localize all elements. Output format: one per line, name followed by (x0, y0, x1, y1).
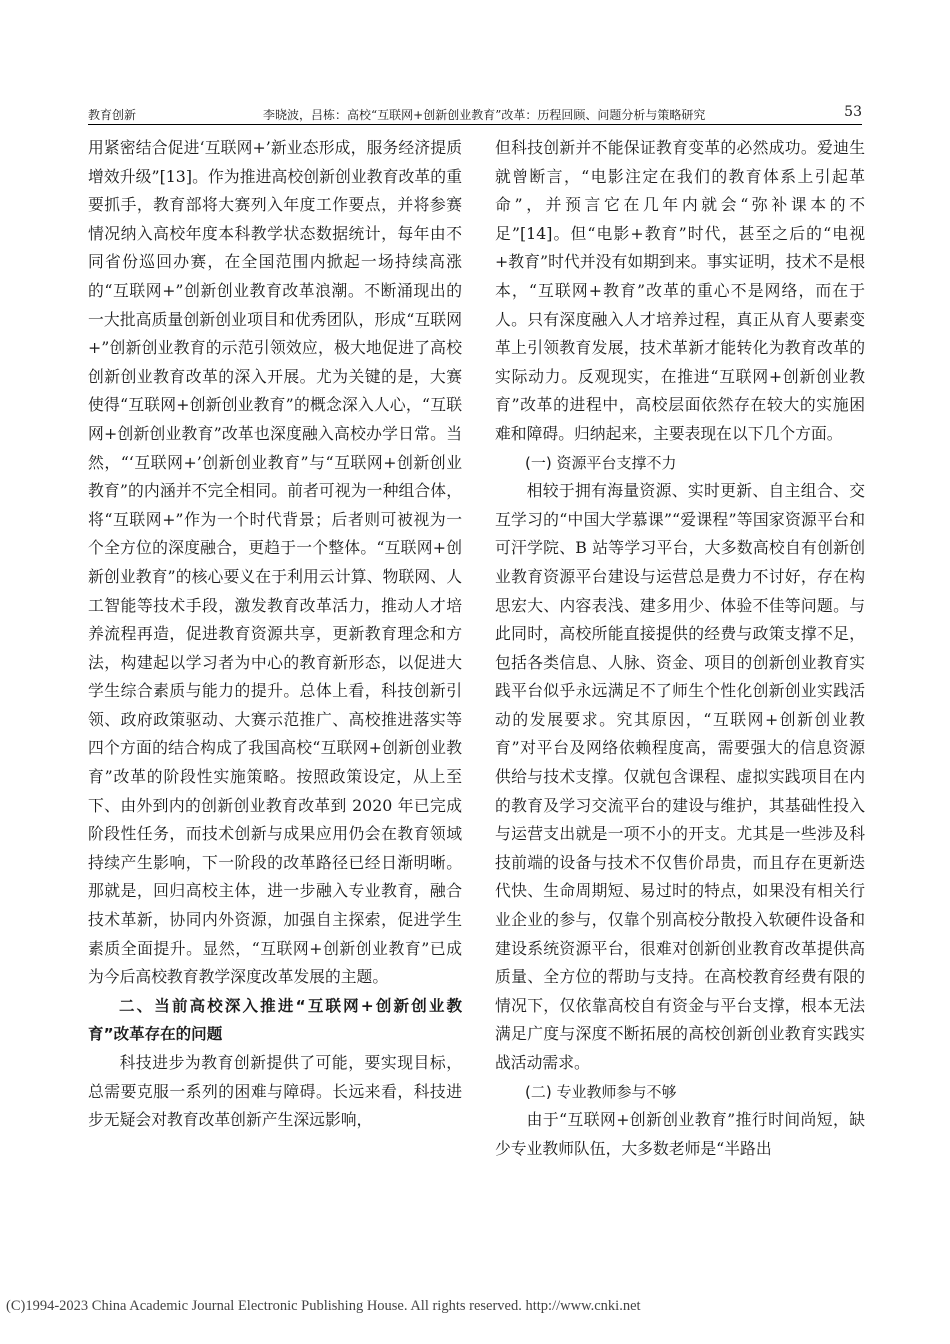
paragraph: 科技进步为教育创新提供了可能，要实现目标，总需要克服一系列的困难与障碍。长远来看，科技进步无疑会对教育改革创新产生深远影响， (88, 1053, 462, 1130)
header-rule (88, 124, 862, 125)
right-column (495, 134, 865, 1163)
running-title: 李晓波，吕栋：高校“互联网+创新创业教育”改革：历程回顾、问题分析与策略研究 (263, 108, 706, 122)
subsection-heading: (二) 专业教师参与不够 (525, 1082, 677, 1101)
running-header (88, 104, 862, 124)
subsection-heading: (一) 资源平台支撑不力 (525, 453, 677, 472)
paragraph: 但科技创新并不能保证教育变革的必然成功。爱迪生就曾断言，“电影注定在我们的教育体系上引起革命”，并预言它在几年内就会“弥补课本的不足”[14]。但“电影+教育”时代，甚至之后的“电视+教育”时代并没有如期到来。事实证明，技术不是根本，“互联网+教育”改革的重心不是网络，而在于人。只有深度融入人才培养过程，真正从育人要素变革上引领教育发展，技术革新才能转化为教育改革的实际动力。反观现实，在推进“互联网+创新创业教育”改革的进程中，高校层面依然存在较大的实施困难和障碍。归纳起来，主要表现在以下几个方面。 (495, 138, 865, 443)
journal-name: 教育创新 (88, 108, 137, 122)
paragraph: 相较于拥有海量资源、实时更新、自主组合、交互学习的“中国大学慕课”“爱课程”等国家资源平台和可汗学院、B 站等学习平台，大多数高校自有创新创业教育资源平台建设与运营总是费力不讨好，存在构思宏大、内容表浅、建多用少、体验不佳等问题。与此同时，高校所能直接提供的经费与政策支撑不足，包括各类信息、人脉、资金、项目的创新创业教育实践平台似乎永远满足不了师生个性化创新创业实践活动的发展要求。究其原因，“互联网+创新创业教育”对平台及网络依赖程度高，需要强大的信息资源供给与技术支撑。仅就包含课程、虚拟实践项目在内的教育及学习交流平台的建设与维护，其基础性投入与运营支出就是一项不小的开支。尤其是一些涉及科技前端的设备与技术不仅售价昂贵，而且存在更新迭代快、生命周期短、易过时的特点，如果没有相关行业企业的参与，仅靠个别高校分散投入软硬件设备和建设系统资源平台，很难对创新创业教育改革提供高质量、全方位的帮助与支持。在高校教育经费有限的情况下，仅依靠高校自有资金与平台支撑，根本无法满足广度与深度不断拓展的高校创新创业教育实践实战活动需求。 (495, 481, 865, 1072)
paragraph: 由于“互联网+创新创业教育”推行时间尚短，缺少专业教师队伍，大多数老师是“半路出 (495, 1110, 865, 1158)
copyright-footer: (C)1994-2023 China Academic Journal Electronic Publishing House. All rights reserved. http://www.cnki.net (6, 1298, 641, 1314)
left-column (88, 134, 462, 1135)
section-heading: 二、当前高校深入推进“互联网+创新创业教育”改革存在的问题 (88, 996, 462, 1044)
page-number: 53 (844, 104, 862, 120)
paragraph: 用紧密结合促进‘互联网+’新业态形成，服务经济提质增效升级”[13]。作为推进高校创新创业教育改革的重要抓手，教育部将大赛列入年度工作要点，并将参赛情况纳入高校年度本科教学状态数据统计，每年由不同省份巡回办赛，在全国范围内掀起一场持续高涨的“互联网+”创新创业教育改革浪潮。不断涌现出的一大批高质量创新创业项目和优秀团队，形成“互联网+”创新创业教育的示范引领效应，极大地促进了高校创新创业教育改革的深入开展。尤为关键的是，大赛使得“互联网+创新创业教育”的概念深入人心，“互联网+创新创业教育”改革也深度融入高校办学日常。当然，“‘互联网+’创新创业教育”与“互联网+创新创业教育”的内涵并不完全相同。前者可视为一种组合体，将“互联网+”作为一个时代背景；后者则可被视为一个全方位的深度融合，更趋于一个整体。“互联网+创新创业教育”的核心要义在于利用云计算、物联网、人工智能等技术手段，激发教育改革活力，推动人才培养流程再造，促进教育资源共享，更新教育理念和方法，构建起以学习者为中心的教育新形态，以促进大学生综合素质与能力的提升。总体上看，科技创新引领、政府政策驱动、大赛示范推广、高校推进落实等四个方面的结合构成了我国高校“互联网+创新创业教育”改革的阶段性实施策略。按照政策设定，从上至下、由外到内的创新创业教育改革到 2020 年已完成阶段性任务，而技术创新与成果应用仍会在教育领域持续产生影响，下一阶段的改革路径已经日渐明晰。那就是，回归高校主体，进一步融入专业教育，融合技术革新，协同内外资源，加强自主探索，促进学生素质全面提升。显然，“互联网+创新创业教育”已成为今后高校教育教学深度改革发展的主题。 (88, 138, 462, 987)
